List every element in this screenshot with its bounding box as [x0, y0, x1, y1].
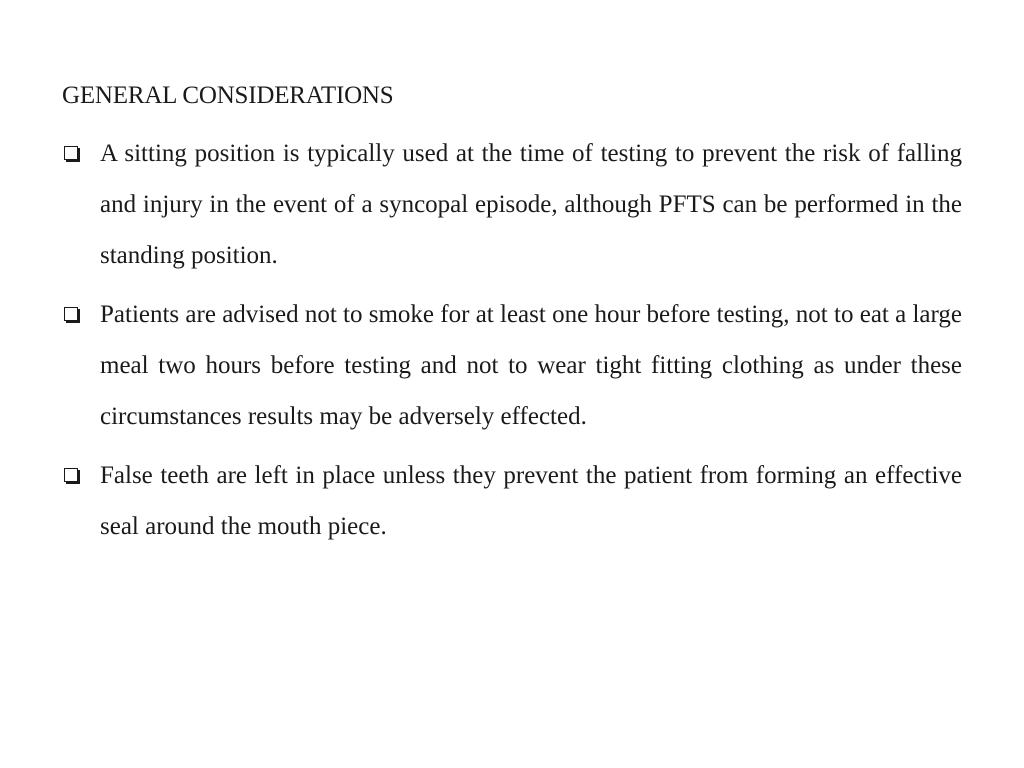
bullet-item	[62, 128, 962, 281]
bullet-text: Patients are advised not to smoke for at least one hour before testing, not to eat a large meal two hours before testing and not to wear tight fitting clothing as under these circumstances results may be adversely effected.	[100, 301, 962, 430]
bullet-text: False teeth are left in place unless they prevent the patient from forming an effective seal around the mouth piece.	[100, 462, 962, 540]
bullet-text: A sitting position is typically used at the time of testing to prevent the risk of falling and injury in the event of a syncopal episode, although PFTS can be performed in the standing position.	[100, 140, 962, 269]
checkbox-bullet-icon	[64, 307, 78, 321]
checkbox-bullet-icon	[64, 146, 78, 160]
bullet-item	[62, 289, 962, 442]
slide-heading: GENERAL CONSIDERATIONS	[62, 82, 394, 109]
bullet-list	[62, 128, 962, 560]
bullet-item	[62, 450, 962, 552]
checkbox-bullet-icon	[64, 468, 78, 482]
